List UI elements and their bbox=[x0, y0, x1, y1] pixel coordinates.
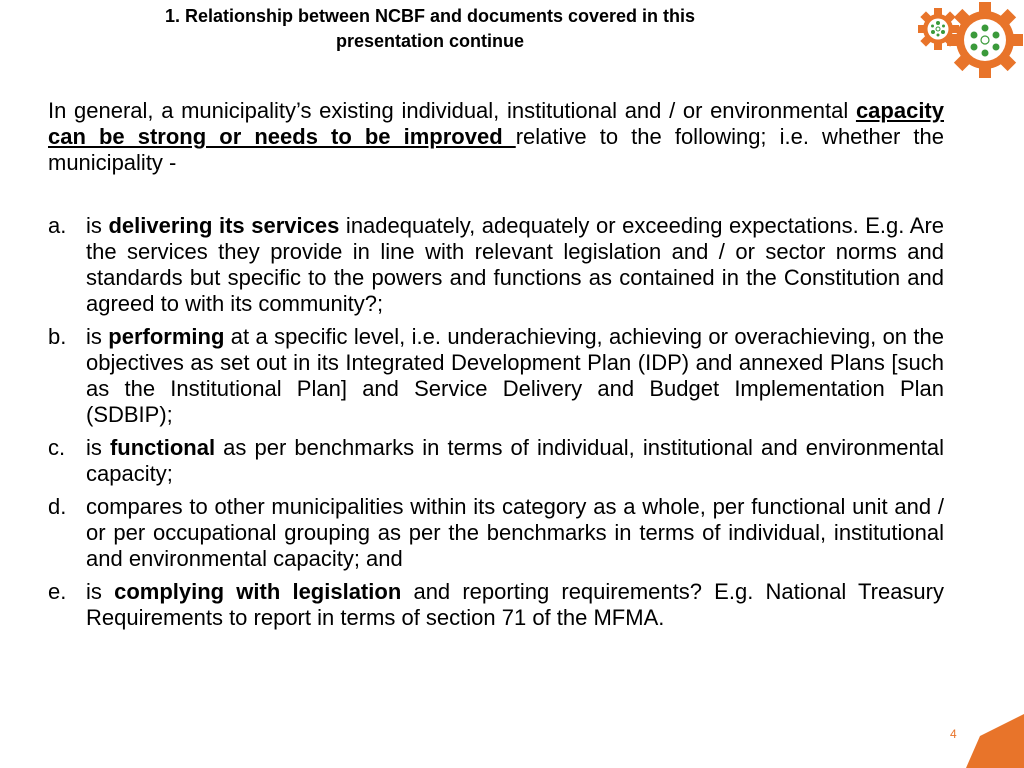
item-bold-text: delivering its services bbox=[108, 213, 340, 238]
list-marker: b. bbox=[48, 324, 67, 349]
item-text: compares to other municipalities within its category as a whole, per functional unit and / or per occupational grouping as per the benchmarks in terms of individual, institutional and environmental capacity; and bbox=[86, 494, 944, 571]
item-text: and reporting requirements? E.g. National Treasury Requirements to report in terms of section 71 of the MFMA. bbox=[86, 579, 944, 630]
list-item bbox=[48, 494, 944, 572]
item-text: is bbox=[86, 579, 115, 604]
list-item bbox=[48, 324, 944, 428]
gear-logo-icon bbox=[918, 2, 1024, 78]
intro-text-before: In general, a municipality’s existing individual, institutional and / or environmental bbox=[48, 98, 856, 123]
slide-title-line-1: 1. Relationship between NCBF and documents covered in this bbox=[164, 6, 696, 26]
list-marker: d. bbox=[48, 494, 67, 519]
intro-text-after: relative to the following; i.e. whether the municipality - bbox=[48, 124, 944, 175]
item-bold-text: performing bbox=[108, 324, 225, 349]
slide-title bbox=[80, 4, 780, 54]
slide-title-line-2: presentation continue bbox=[335, 31, 524, 51]
intro-emphasis: capacity can be strong or needs to be improved bbox=[48, 98, 944, 149]
list-item bbox=[48, 579, 944, 631]
intro-paragraph bbox=[48, 98, 944, 176]
list-item bbox=[48, 213, 944, 317]
item-text: inadequately, adequately or exceeding expectations. E.g. Are the services they provide in line with relevant legislation and / or sector norms and standards but specific to the powers and functions as contained in the Constitution and agreed to with its community?; bbox=[86, 213, 945, 316]
list-marker: e. bbox=[48, 579, 67, 604]
corner-arrow-icon bbox=[966, 714, 1024, 768]
item-text: as per benchmarks in terms of individual, institutional and environmental capacity; bbox=[86, 435, 944, 486]
criteria-list bbox=[48, 213, 944, 638]
item-bold-text: functional bbox=[109, 435, 216, 460]
item-text: is bbox=[86, 324, 109, 349]
item-text: at a specific level, i.e. underachieving, achieving or overachieving, on the objectives as set out in its Integrated Development Plan (IDP) and annexed Plans [such as the Institutional Plan] and Service Delivery and Budget Implementation Plan (SDBIP); bbox=[86, 324, 945, 427]
item-text: is bbox=[86, 435, 110, 460]
page-number: 4 bbox=[950, 727, 957, 741]
list-marker: c. bbox=[48, 435, 66, 460]
item-text: is bbox=[86, 213, 109, 238]
list-marker: a. bbox=[48, 213, 67, 238]
list-item bbox=[48, 435, 944, 487]
item-bold-text: complying with legislation bbox=[114, 579, 402, 604]
